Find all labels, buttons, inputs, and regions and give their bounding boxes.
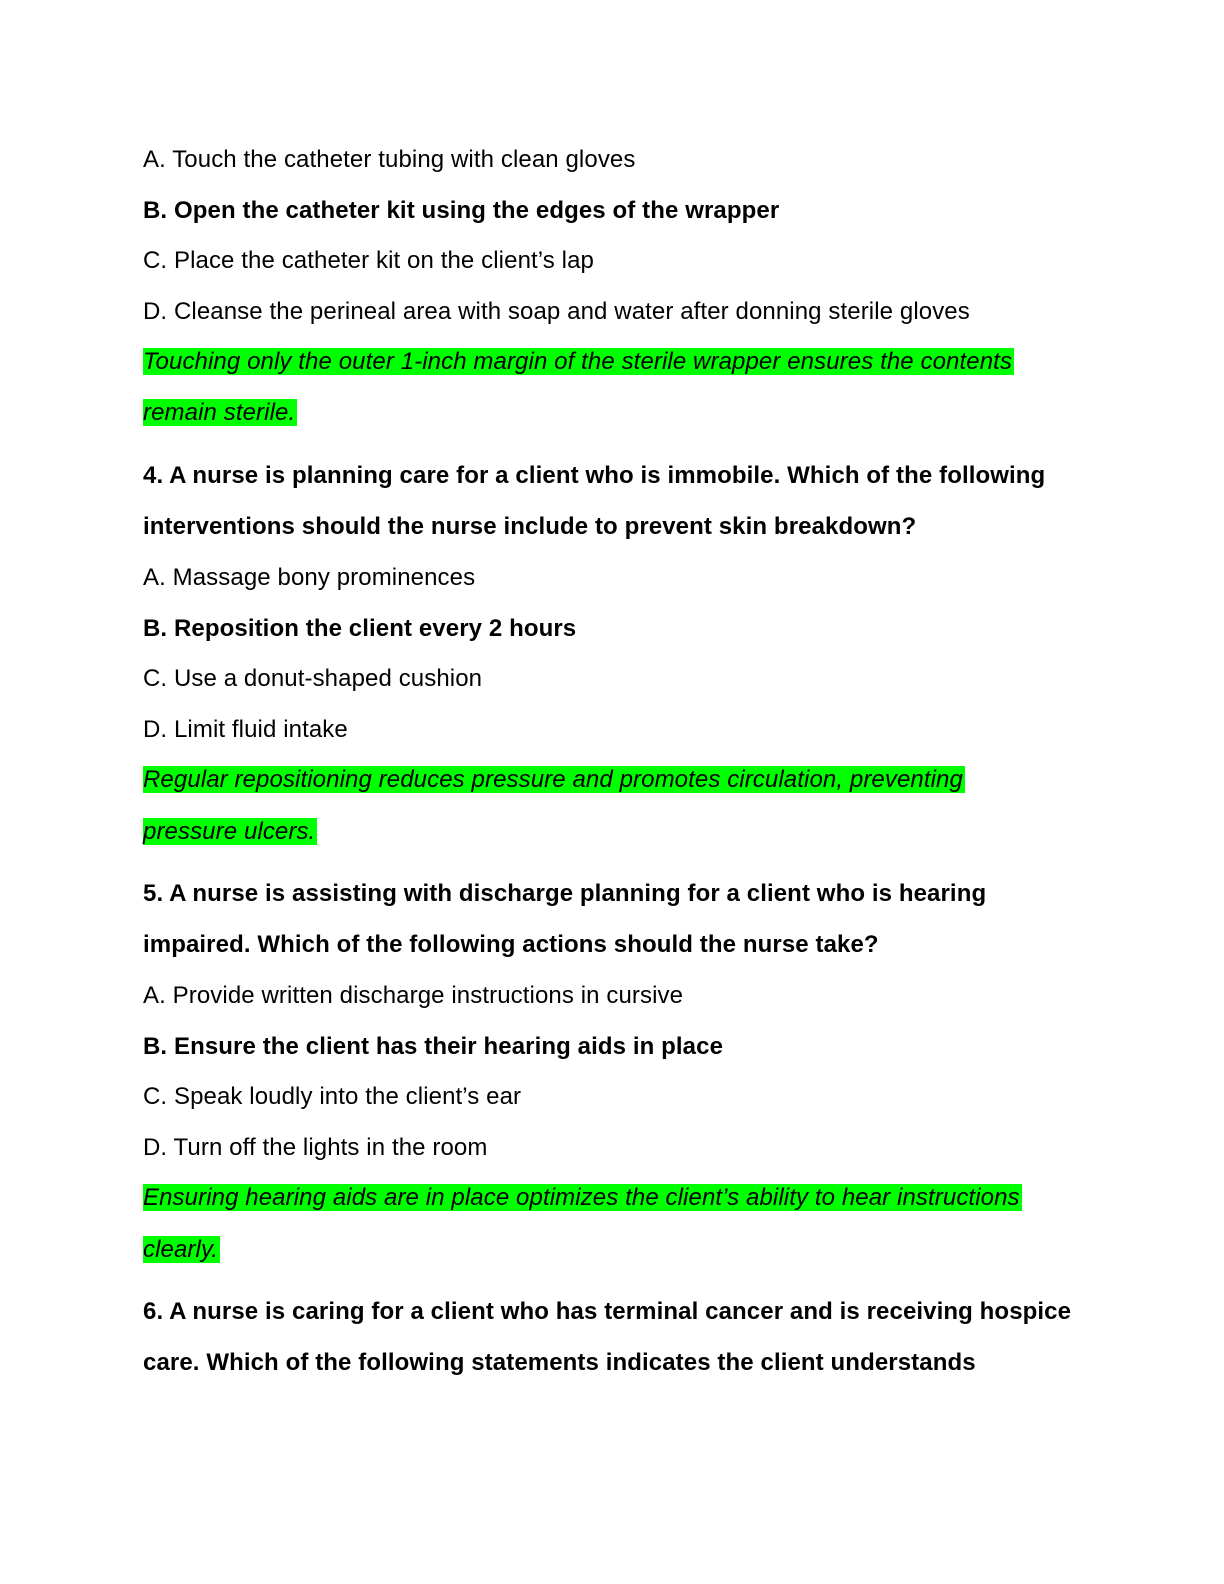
rationale-line [143,346,1014,378]
answer-option-d: D. Limit fluid intake [143,716,348,743]
question-4-text: 4. A nurse is planning care for a client who is immobile. Which of the following [143,462,1046,489]
answer-option-c: C. Speak loudly into the client’s ear [143,1083,522,1110]
rationale-line [143,397,297,429]
rationale-highlight: clearly. [143,1236,219,1263]
answer-option-c: C. Place the catheter kit on the client’s lap [143,247,594,274]
question-4-text: interventions should the nurse include to prevent skin breakdown? [143,513,917,540]
rationale-highlight: pressure ulcers. [143,818,316,845]
rationale-highlight: Ensuring hearing aids are in place optimizes the client’s ability to hear instructions [143,1184,1020,1211]
answer-option-b-correct: B. Open the catheter kit using the edges of the wrapper [143,197,780,224]
question-5-text: 5. A nurse is assisting with discharge planning for a client who is hearing [143,880,987,907]
rationale-line [143,1182,1022,1214]
answer-option-d: D. Turn off the lights in the room [143,1134,488,1161]
answer-option-b-correct: B. Reposition the client every 2 hours [143,615,577,642]
rationale-highlight: Touching only the outer 1-inch margin of the sterile wrapper ensures the contents [143,348,1013,375]
rationale-line [143,816,317,848]
rationale-line [143,1234,220,1266]
rationale-line [143,764,965,796]
answer-option-b-correct: B. Ensure the client has their hearing aids in place [143,1033,724,1060]
answer-option-a: A. Touch the catheter tubing with clean gloves [143,146,636,173]
question-5-text: impaired. Which of the following actions should the nurse take? [143,931,879,958]
question-6-text: 6. A nurse is caring for a client who has terminal cancer and is receiving hospice [143,1298,1072,1325]
question-6-text: care. Which of the following statements indicates the client understands [143,1349,976,1376]
rationale-highlight: remain sterile. [143,399,296,426]
rationale-highlight: Regular repositioning reduces pressure and promotes circulation, preventing [143,766,963,793]
answer-option-d: D. Cleanse the perineal area with soap and water after donning sterile gloves [143,298,970,325]
answer-option-a: A. Massage bony prominences [143,564,476,591]
answer-option-a: A. Provide written discharge instructions in cursive [143,982,684,1009]
answer-option-c: C. Use a donut-shaped cushion [143,665,483,692]
